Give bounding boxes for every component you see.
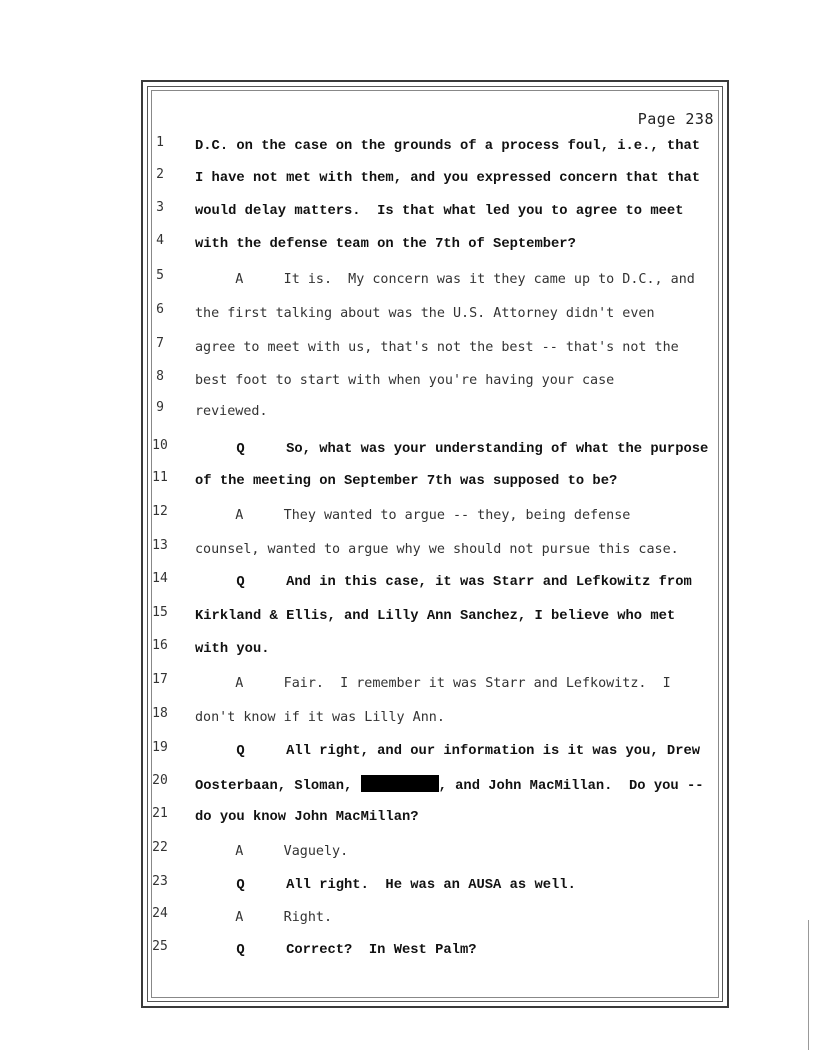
line-number: 17 <box>152 672 168 687</box>
transcript-line <box>0 740 816 764</box>
line-text: counsel, wanted to argue why we should not pursue this case. <box>195 542 679 557</box>
line-text-before-redaction: Oosterbaan, Sloman, <box>195 779 361 794</box>
line-text: agree to meet with us, that's not the best -- that's not the <box>195 340 679 355</box>
line-number: 2 <box>156 167 164 182</box>
line-text: Kirkland & Ellis, and Lilly Ann Sanchez, I believe who met <box>195 609 676 624</box>
line-text: D.C. on the case on the grounds of a process foul, i.e., that <box>195 139 701 154</box>
line-number: 12 <box>152 504 168 519</box>
transcript-line <box>0 470 816 494</box>
line-text: A It is. My concern was it they came up to D.C., and <box>195 272 695 287</box>
line-number: 22 <box>152 840 168 855</box>
transcript-line <box>0 706 816 730</box>
line-text: best foot to start with when you're having your case <box>195 373 615 388</box>
line-text: A Vaguely. <box>195 844 349 859</box>
line-number: 4 <box>156 233 164 248</box>
line-text: the first talking about was the U.S. Attorney didn't even <box>195 306 655 321</box>
transcript-line <box>0 906 816 930</box>
transcript-line <box>0 672 816 696</box>
line-text: Q And in this case, it was Starr and Lefkowitz from <box>195 575 692 590</box>
transcript-line <box>0 939 816 963</box>
transcript-line <box>0 302 816 326</box>
line-text: Q All right. He was an AUSA as well. <box>195 878 576 893</box>
line-text: do you know John MacMillan? <box>195 810 419 825</box>
line-number: 11 <box>152 470 168 485</box>
line-number: 7 <box>156 336 164 351</box>
line-text: A Fair. I remember it was Starr and Lefkowitz. I <box>195 676 671 691</box>
transcript-line <box>0 504 816 528</box>
transcript-line <box>0 438 816 462</box>
line-number: 20 <box>152 773 168 788</box>
line-number: 25 <box>152 939 168 954</box>
transcript-line <box>0 773 816 797</box>
line-text: I have not met with them, and you expressed concern that that <box>195 171 701 186</box>
line-number: 23 <box>152 874 168 889</box>
transcript-line <box>0 167 816 191</box>
line-number: 5 <box>156 268 164 283</box>
line-text: with you. <box>195 642 270 657</box>
transcript-line <box>0 840 816 864</box>
line-text-after-redaction: , and John MacMillan. Do you -- <box>438 779 704 794</box>
redaction-block <box>361 775 439 792</box>
line-number: 16 <box>152 638 168 653</box>
transcript-line <box>0 605 816 629</box>
line-text: of the meeting on September 7th was supposed to be? <box>195 474 618 489</box>
line-number: 3 <box>156 200 164 215</box>
transcript-line <box>0 538 816 562</box>
transcript-line <box>0 638 816 662</box>
page-number: Page 238 <box>637 110 714 128</box>
line-text <box>195 775 720 797</box>
line-number: 13 <box>152 538 168 553</box>
transcript-line <box>0 135 816 159</box>
transcript-line <box>0 200 816 224</box>
line-number: 9 <box>156 400 164 415</box>
line-text: with the defense team on the 7th of September? <box>195 237 576 252</box>
transcript-line <box>0 571 816 595</box>
line-number: 24 <box>152 906 168 921</box>
scan-edge-line <box>808 920 809 1050</box>
line-text: Q Correct? In West Palm? <box>195 943 477 958</box>
transcript-line <box>0 336 816 360</box>
line-number: 15 <box>152 605 168 620</box>
line-number: 1 <box>156 135 164 150</box>
transcript-line <box>0 400 816 424</box>
line-number: 14 <box>152 571 168 586</box>
line-text: don't know if it was Lilly Ann. <box>195 710 445 725</box>
transcript-line <box>0 874 816 898</box>
transcript-line <box>0 233 816 257</box>
line-text: would delay matters. Is that what led you to agree to meet <box>195 204 684 219</box>
line-number: 8 <box>156 369 164 384</box>
line-number: 10 <box>152 438 168 453</box>
line-number: 19 <box>152 740 168 755</box>
line-text: Q So, what was your understanding of what the purpose <box>195 442 709 457</box>
transcript-line <box>0 369 816 393</box>
line-number: 6 <box>156 302 164 317</box>
line-number: 21 <box>152 806 168 821</box>
line-text: A Right. <box>195 910 333 925</box>
line-number: 18 <box>152 706 168 721</box>
transcript-line <box>0 806 816 830</box>
transcript-line <box>0 268 816 292</box>
line-text: Q All right, and our information is it was you, Drew <box>195 744 701 759</box>
line-text: reviewed. <box>195 404 268 419</box>
line-text: A They wanted to argue -- they, being defense <box>195 508 631 523</box>
